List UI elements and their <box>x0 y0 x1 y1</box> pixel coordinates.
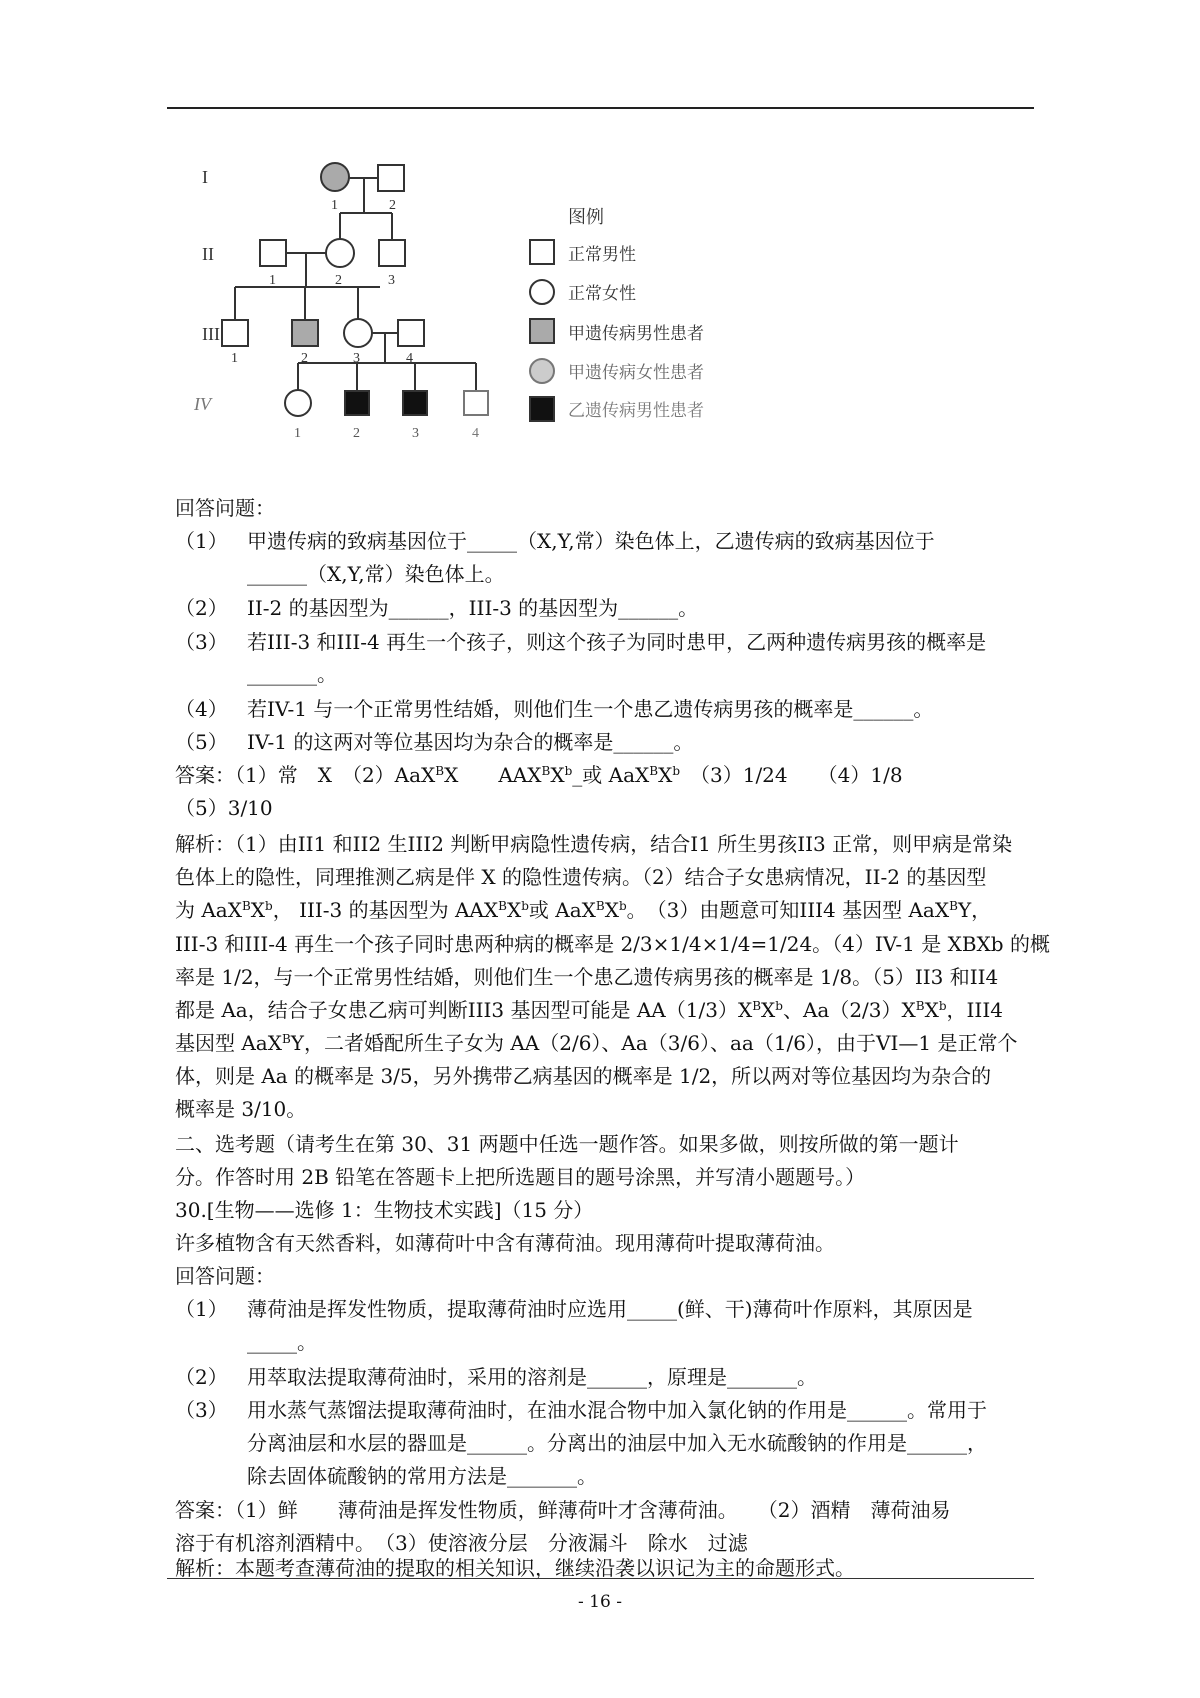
member-number: 2 <box>389 198 396 213</box>
item-number: （1） <box>175 529 228 553</box>
legend-label: 甲遗传病男性患者 <box>568 324 704 343</box>
item-text: 甲遗传病的致病基因位于_____（X,Y,常）染色体上，乙遗传病的致病基因位于 <box>247 529 935 553</box>
legend-normal-female-icon <box>530 280 554 304</box>
analysis-1-line: 率是 1/2，与一个正常男性结婚，则他们生一个患乙遗传病男孩的概率是 1/8。（5）II3 和II4 <box>175 965 999 989</box>
q30-answer-line-2: 溶于有机溶剂酒精中。 （3）使溶液分层 分液漏斗 除水 过滤 <box>175 1531 748 1555</box>
q30-item-2 <box>175 1361 1035 1393</box>
individual-IV2-affected-male-b <box>345 391 369 415</box>
q30-analysis: 解析：本题考查薄荷油的提取的相关知识，继续沿袭以识记为主的命题形式。 <box>175 1556 855 1580</box>
q30-title: 30.[生物——选修 1：生物技术实践]（15 分） <box>175 1198 594 1222</box>
member-number: 2 <box>301 351 308 366</box>
answer-text: 答案：（1）常 X （2）AaX <box>175 763 436 787</box>
q1-header: 回答问题： <box>175 496 275 520</box>
superscript: B <box>435 764 445 778</box>
member-number: 1 <box>331 198 338 213</box>
q30-item-3-cont2: 除去固体硫酸钠的常用方法是_______。 <box>247 1464 597 1488</box>
item-text: 用萃取法提取薄荷油时，采用的溶剂是______，原理是_______。 <box>247 1365 817 1389</box>
item-number: （2） <box>175 1365 228 1389</box>
legend-label: 甲遗传病女性患者 <box>568 363 704 382</box>
header-rule <box>167 107 1034 109</box>
item-number: （1） <box>175 1297 228 1321</box>
individual-II2-normal-female <box>326 239 354 267</box>
q1-item-3-cont: _______。 <box>247 662 337 686</box>
superscript: b <box>265 899 273 913</box>
item-text: 薄荷油是挥发性物质，提取薄荷油时应选用_____(鲜、干)薄荷叶作原料，其原因是 <box>247 1297 973 1321</box>
answer-text: _或 AaX <box>572 763 650 787</box>
answer-text: X <box>658 763 673 787</box>
member-number: 1 <box>231 351 238 366</box>
member-number: 1 <box>294 426 301 441</box>
generation-label: III <box>202 324 220 344</box>
analysis-text: Y，二者婚配所生子女为 AA（2/6）、Aa（3/6）、aa（1/6），由于VI—1 是正常个 <box>290 1031 1018 1055</box>
generation-label: II <box>202 244 214 264</box>
pedigree-diagram <box>194 165 790 465</box>
answer-text: （3）1/24 （4）1/8 <box>680 763 903 787</box>
member-number: 4 <box>472 426 479 441</box>
superscript: B <box>915 999 925 1013</box>
q30-item-1-cont: _____。 <box>247 1330 317 1354</box>
analysis-1-line: III-3 和III-4 再生一个孩子同时患两种病的概率是 2/3×1/4×1/4=1/24。（4）IV-1 是 XBXb 的概 <box>175 932 1050 956</box>
analysis-text: 为 AaX <box>175 898 242 922</box>
legend-normal-male-icon <box>530 240 554 264</box>
item-text: 若IV-1 与一个正常男性结婚，则他们生一个患乙遗传病男孩的概率是______。 <box>247 697 934 721</box>
legend-title: 图例 <box>568 207 604 227</box>
analysis-text: ，III4 <box>946 998 1003 1022</box>
individual-III1-normal-male <box>222 320 248 346</box>
q1-item-1-cont: ______（X,Y,常）染色体上。 <box>247 562 505 586</box>
section-2-instructions: 二、选考题（请考生在第 30、31 两题中任选一题作答。如果多做，则按所做的第一题计 <box>175 1132 959 1156</box>
superscript: B <box>281 1032 291 1046</box>
analysis-1-line: 体，则是 Aa 的概率是 3/5，另外携带乙病基因的概率是 1/2，所以两对等位基因均为杂合的 <box>175 1064 992 1088</box>
legend-affected-female-a-icon <box>530 359 554 383</box>
member-number: 3 <box>388 273 395 288</box>
legend-label: 乙遗传病男性患者 <box>568 401 704 420</box>
analysis-1-line: 概率是 3/10。 <box>175 1097 307 1121</box>
answer-text: X <box>550 763 565 787</box>
analysis-1-line <box>175 1027 1035 1059</box>
analysis-1-line: 色体上的隐性，同理推测乙病是伴 X 的隐性遗传病。（2）结合子女患病情况，II-2 的基因型 <box>175 865 987 889</box>
individual-IV3-affected-male-b <box>403 391 427 415</box>
individual-III3-normal-female <box>344 319 372 347</box>
analysis-text: 或 AaX <box>528 898 596 922</box>
item-text: IV-1 的这两对等位基因均为杂合的概率是______。 <box>247 730 694 754</box>
superscript: b <box>775 999 783 1013</box>
q1-item-2 <box>175 592 1035 624</box>
individual-IV1-normal-female <box>285 390 311 416</box>
individual-III4-normal-male <box>398 320 424 346</box>
item-number: （3） <box>175 630 228 654</box>
q30-item-1 <box>175 1293 1035 1325</box>
superscript: B <box>541 764 551 778</box>
generation-label: I <box>202 167 208 187</box>
member-number: 4 <box>406 351 413 366</box>
item-text: 用水蒸气蒸馏法提取薄荷油时，在油水混合物中加入氯化钠的作用是______。常用于 <box>247 1398 987 1422</box>
individual-I1-affected-female <box>321 163 349 191</box>
section-2-instructions: 分。作答时用 2B 铅笔在答题卡上把所选题目的题号涂黑，并写清小题题号。） <box>175 1165 866 1189</box>
analysis-1-line <box>175 894 1035 926</box>
member-number: 3 <box>353 351 360 366</box>
q1-item-1 <box>175 525 1035 557</box>
answer-1 <box>175 759 1035 791</box>
legend-label: 正常女性 <box>568 284 636 303</box>
superscript: b <box>521 899 529 913</box>
analysis-1-line <box>175 994 1035 1026</box>
footer-rule <box>167 1578 1034 1579</box>
legend-label: 正常男性 <box>568 245 636 264</box>
superscript: B <box>649 764 659 778</box>
generation-label: IV <box>194 394 211 414</box>
superscript: B <box>949 899 958 913</box>
q30-answer: 答案：（1）鲜 薄荷油是挥发性物质，鲜薄荷叶才含薄荷油。 （2）酒精 薄荷油易 <box>175 1498 951 1522</box>
superscript: b <box>564 764 573 778</box>
analysis-text: X <box>506 898 522 922</box>
item-text: 若III-3 和III-4 再生一个孩子，则这个孩子为同时患甲，乙两种遗传病男孩的概率是 <box>247 630 987 654</box>
analysis-text: X <box>250 898 266 922</box>
answer-1-line-2: （5）3/10 <box>175 796 273 820</box>
analysis-text: Y， <box>957 898 992 922</box>
analysis-text: X <box>761 998 776 1022</box>
answer-text: X AAX <box>444 763 542 787</box>
analysis-text: X <box>924 998 939 1022</box>
analysis-text: 、Aa（2/3）X <box>782 998 916 1022</box>
analysis-text: 都是 Aa，结合子女患乙病可判断III3 基因型可能是 AA（1/3）X <box>175 998 753 1022</box>
individual-II3-normal-male <box>379 240 405 266</box>
superscript: b <box>618 899 627 913</box>
item-number: （2） <box>175 596 228 620</box>
q1-item-5 <box>175 726 1035 758</box>
individual-III2-affected-male <box>292 320 318 346</box>
superscript: B <box>595 899 605 913</box>
q30-item-3 <box>175 1394 1035 1426</box>
superscript: B <box>752 999 762 1013</box>
analysis-text: 。 （3）由题意可知III4 基因型 AaX <box>626 898 950 922</box>
item-number: （4） <box>175 697 228 721</box>
legend-affected-male-a-icon <box>530 319 554 343</box>
superscript: b <box>672 764 680 778</box>
individual-I2-normal-male <box>378 165 404 191</box>
item-text: II-2 的基因型为______，III-3 的基因型为______。 <box>247 596 699 620</box>
member-number: 1 <box>269 273 276 288</box>
superscript: B <box>241 899 251 913</box>
member-number: 2 <box>335 273 342 288</box>
member-number: 3 <box>412 426 419 441</box>
superscript: b <box>938 999 947 1013</box>
item-number: （5） <box>175 730 228 754</box>
q30-intro: 许多植物含有天然香料，如薄荷叶中含有薄荷油。现用薄荷叶提取薄荷油。 <box>175 1231 835 1255</box>
analysis-text: ， III-3 的基因型为 AAX <box>272 898 499 922</box>
analysis-text: X <box>604 898 619 922</box>
page-number: - 16 - <box>578 1592 622 1612</box>
q1-item-3 <box>175 626 1035 658</box>
analysis-1-line: 解析：（1）由II1 和II2 生III2 判断甲病隐性遗传病，结合I1 所生男孩II3 正常，则甲病是常染 <box>175 832 1013 856</box>
superscript: B <box>498 899 507 913</box>
item-number: （3） <box>175 1398 228 1422</box>
member-number: 2 <box>353 426 360 441</box>
q30-item-3-cont: 分离油层和水层的器皿是______。分离出的油层中加入无水硫酸钠的作用是______， <box>247 1431 987 1455</box>
individual-IV4-normal-male <box>464 391 488 415</box>
q30-header: 回答问题： <box>175 1264 275 1288</box>
q1-item-4 <box>175 693 1035 725</box>
legend-affected-male-b-icon <box>530 397 554 421</box>
individual-II1-normal-male <box>260 240 286 266</box>
analysis-text: 基因型 AaX <box>175 1031 282 1055</box>
